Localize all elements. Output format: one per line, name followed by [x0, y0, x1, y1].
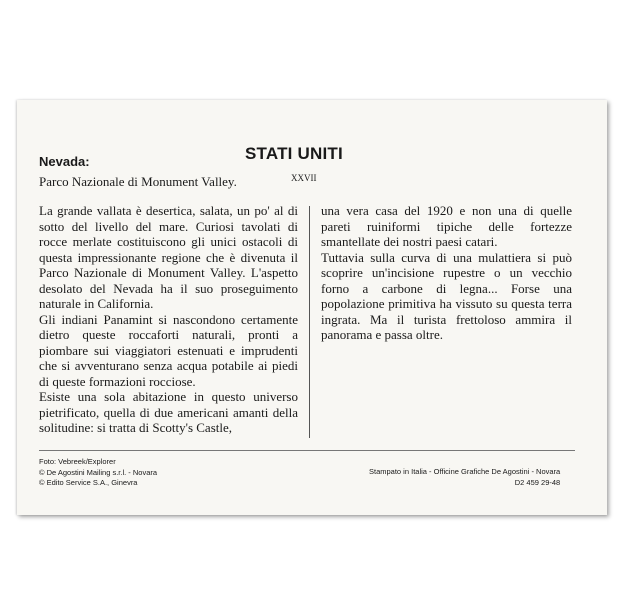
print-info: [369, 467, 560, 488]
text-column-left: [39, 203, 298, 436]
credit-line: © De Agostini Mailing s.r.l. - Novara: [39, 467, 158, 477]
photo-credits: [39, 457, 157, 489]
paragraph: Tuttavia sulla curva di una mulattiera si può scoprire un'incisione rupestre o un vecchio forno a carbone di legna... Forse una popolazione primitiva ha vissuto su questa terra ingrata. Ma il turista frettoloso ammira il panorama e passa oltre.: [321, 249, 572, 342]
postcard: [17, 100, 607, 515]
text-column-right: [321, 203, 572, 343]
card-subtitle: Parco Nazionale di Monument Valley.: [39, 174, 237, 189]
printed-in: Stampato in Italia - Officine Grafiche De Agostini - Novara: [369, 467, 561, 476]
paragraph: una vera casa del 1920 e non una di quelle pareti ruiniformi tipiche delle fortezze smantellate dei nostri paesi catari.: [321, 203, 572, 249]
credit-line: Foto: Vebreek/Explorer: [39, 457, 116, 466]
card-code: D2 459 29-48: [514, 477, 561, 487]
card-title: STATI UNITI: [245, 144, 343, 163]
footer-rule: [39, 450, 575, 451]
paragraph: Esiste una sola abitazione in questo universo pietrificato, quella di due americani amanti della solitudine: si tratta di Scotty's Castle,: [39, 389, 298, 435]
column-divider: [309, 206, 310, 438]
paragraph: Gli indiani Panamint si nascondono certamente dietro queste roccaforti naturali, pronti a piombare sui viaggiatori estenuati e imprudenti che si avventurano senza acqua potabile ai piedi di queste formazioni rocciose.: [39, 311, 298, 389]
paragraph: La grande vallata è desertica, salata, un po' al di sotto del livello del mare. Curiosi tavolati di rocce merlate costituiscono gli unici ostacoli di questa impressionante regione che è divenuta il Parco Nazionale di Monument Valley. L'aspetto desolato del Nevada ha il suo proseguimento naturale in California.: [39, 203, 298, 311]
card-number: XXVII: [291, 173, 317, 183]
credit-line: © Edito Service S.A., Ginevra: [39, 478, 138, 487]
region-label: Nevada:: [39, 154, 90, 169]
